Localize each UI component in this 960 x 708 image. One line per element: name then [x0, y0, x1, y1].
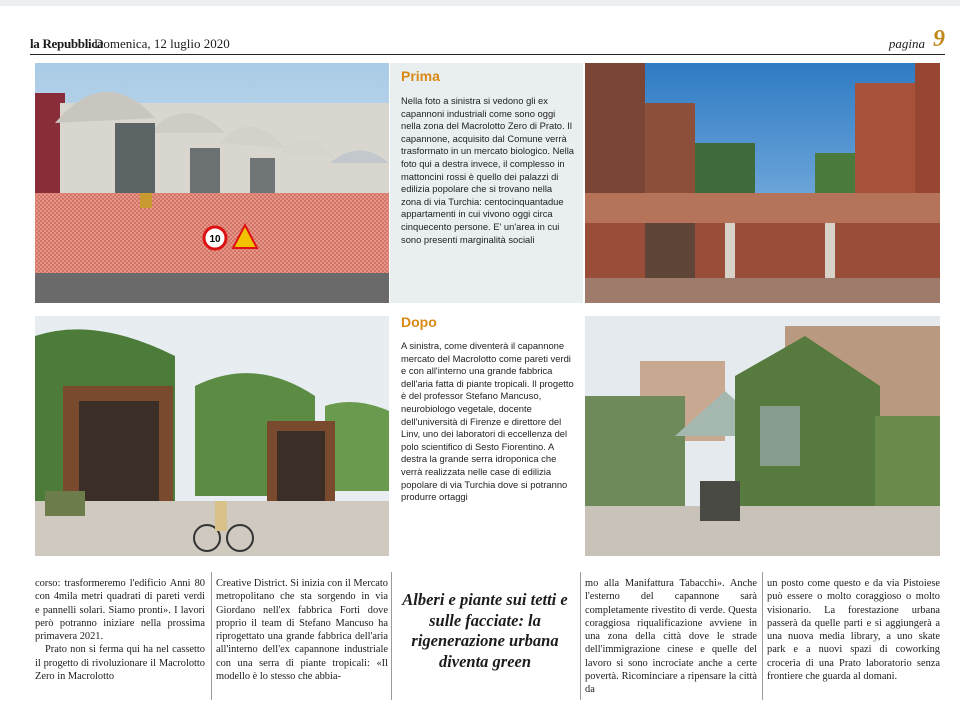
column-3-paragraph: mo alla Manifattura Tabacchi». Anche l'esterno del capannone sarà completamente rivestito di verde. Questa coraggiosa riqualificazione avviene in una zona della città dove le strade dell'immigrazione cinese e quelle del lavoro si sono incrociate anche a certe povertà. Ricominciare a ripensare la città da: [585, 578, 757, 696]
masthead: la Repubblica: [30, 36, 104, 51]
column-4-paragraph: un posto come questo e da via Pistoiese può essere o molto coraggioso o molto visionario. La forestazione urbana passerà da quelle parti e si aggiungerà a una nuova media library, a uno skate park e a nuovi spazi di coworking crocerìa di una Prato laboratorio senza frontiere che guarda al domani.: [767, 578, 940, 683]
photo-brick-housing: [585, 63, 940, 303]
article-column-1: [35, 577, 205, 683]
article-column-4: [767, 577, 940, 683]
column-2-paragraph: Creative District. Si inizia con il Mercato metropolitano che sta sorgendo in via Giordano nell'ex fabbrica Forti dove proprio il team di Stefano Mancuso ha riprogettato una grande fabbrica dell'aria all'interno dell'ex capannone industriale con una serra di piante tropicali: «Il modello è lo stesso che abbia-: [216, 578, 388, 683]
column-rule-2: [391, 572, 392, 700]
prima-text: Nella foto a sinistra si vedono gli ex capannoni industriali come sono oggi nella zona del Macrolotto Zero di Prato. Il capannone, acquisito dal Comune verrà trasformato in un mercato biologico. Nella foto qui a destra invece, il complesso in mattoncini rossi è quello dei palazzi di edilizia popolare che si trovano nella zona di via Turchia: centocinquantadue appartamenti in cui vivono oggi circa cinquecento persone. E' un'area in cui sono presenti marginalità sociali: [401, 95, 574, 245]
browser-top-strip: [0, 0, 960, 6]
prima-heading: Prima: [401, 68, 440, 84]
column-rule-4: [762, 572, 763, 700]
page-label: pagina: [888, 36, 925, 51]
column-rule-3: [580, 572, 581, 700]
caption-panel-prima: [390, 63, 583, 303]
article-column-3: [585, 577, 757, 697]
caption-panel-dopo: [390, 310, 583, 560]
speed-sign-text: 10: [209, 234, 221, 245]
issue-date: Domenica, 12 luglio 2020: [94, 36, 230, 51]
column-rule-1: [211, 572, 212, 700]
photo-greenhouse-render: [585, 316, 940, 556]
dopo-heading: Dopo: [401, 314, 437, 330]
column-1-paragraph: corso: trasformeremo l'edificio Anni 80 con 4mila metri quadrati di pareti verdi e pannelli solari. Siamo pronti». I lavori però potranno iniziare nella prossima primavera 2021.: [35, 578, 205, 643]
article-column-2: [216, 577, 388, 683]
column-1-paragraph-2: Prato non si ferma qui ha nel cassetto il progetto di rivoluzionare il Macrolotto Zero in Macrolotto: [35, 644, 205, 683]
pull-quote: Alberi e piante sui tetti e sulle facciate: la rigenerazione urbana diventa green: [402, 590, 568, 671]
photo-old-warehouses: [35, 63, 389, 303]
page-number: 9: [933, 26, 945, 52]
page-header: [30, 26, 945, 55]
dopo-text: A sinistra, come diventerà il capannone mercato del Macrolotto come pareti verdi e con all'interno una grande fabbrica dell'aria fatta di piante tropicali. Il progetto è del professor Stefano Mancuso, neurobiologo vegetale, docente dell'università di Firenze e direttore del Linv, uno dei laboratori di eccellenza del polo scientifico di Sesto Fiorentino. A destra la grande serra idroponica che verrà realizzata nelle case di edilizia popolare di via Turchia dove si potranno produrre ortaggi: [401, 340, 574, 503]
photo-green-market-render: [35, 316, 389, 556]
